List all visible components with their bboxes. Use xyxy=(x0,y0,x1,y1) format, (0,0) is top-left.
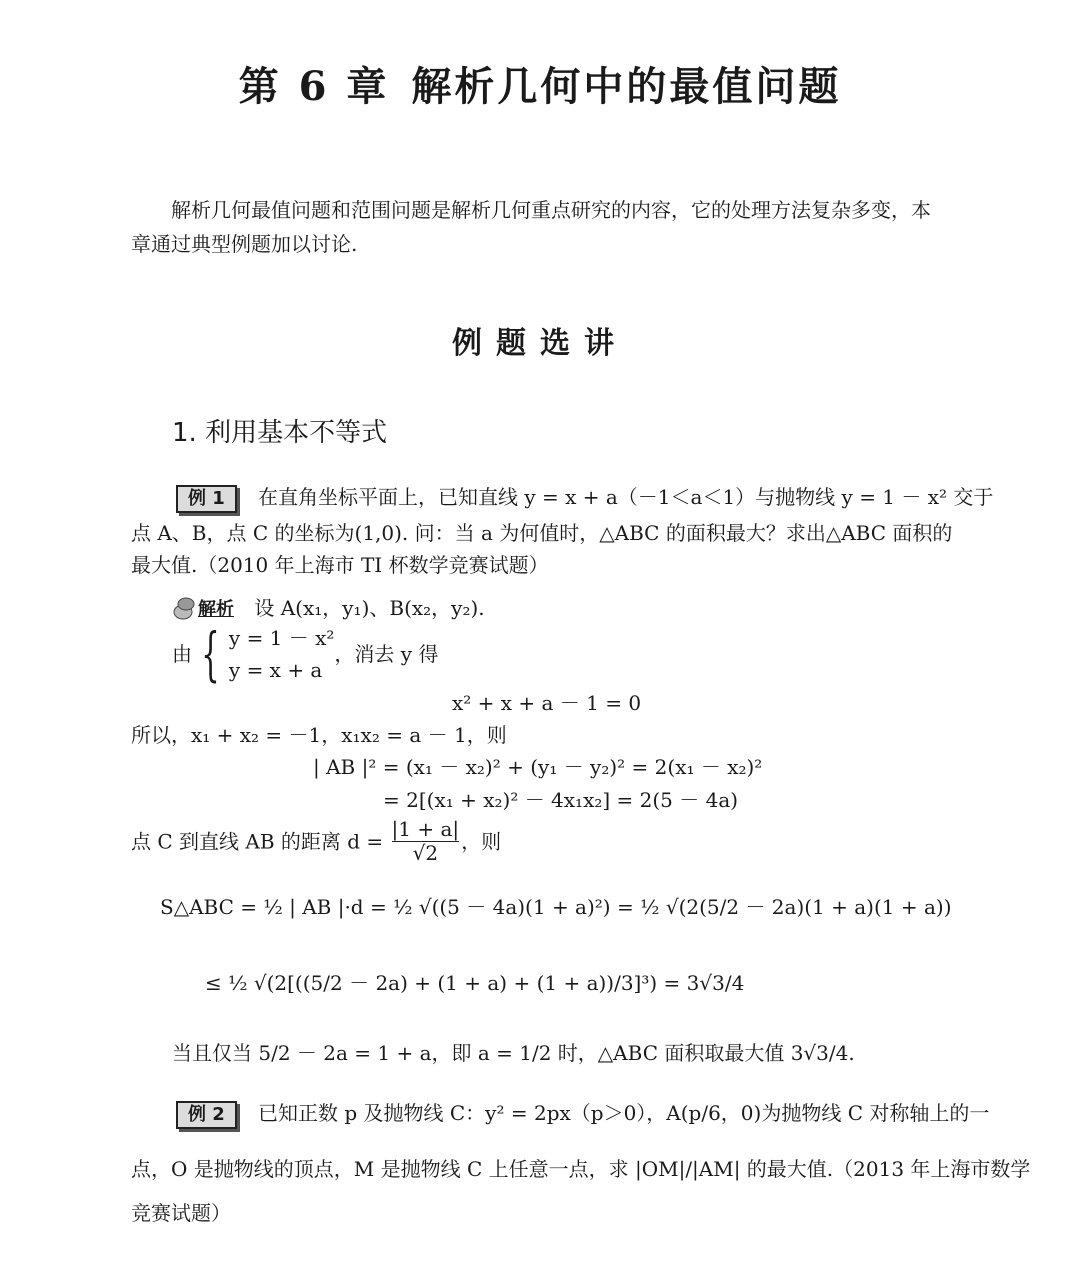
solution-label: 解析 xyxy=(198,599,234,620)
distance-fraction xyxy=(392,818,460,865)
ab-squared-line-2: = 2[(x₁ + x₂)² － 4x₁x₂] = 2(5 － 4a) xyxy=(383,788,739,812)
intro-line-2: 章通过典型例题加以讨论. xyxy=(131,232,358,256)
distance-line xyxy=(131,818,501,865)
example-2-tag: 例 2 xyxy=(176,1096,237,1130)
area-line-2: ≤ ½ √(2[((5/2 － 2a) + (1 + a) + (1 + a))/3]³) = 3√3/4 xyxy=(205,971,745,995)
example-2-line-1: 已知正数 p 及抛物线 C：y² = 2px（p＞0），A(p/6，0)为抛物线 C 对称轴上的一 xyxy=(258,1101,990,1125)
example-2-line-3: 竞赛试题） xyxy=(131,1201,231,1225)
equation-system xyxy=(229,622,335,686)
ab-squared-line-1: | AB |² = (x₁ － x₂)² + (y₁ － y₂)² = 2(x₁ － x₂)² xyxy=(313,755,763,779)
chapter-title xyxy=(0,55,1080,112)
distance-then: ，则 xyxy=(461,829,502,854)
hand-icon xyxy=(172,596,198,620)
system-line xyxy=(172,622,438,686)
section-title: 例题选讲 xyxy=(452,326,628,361)
system-eq-1: y = 1 － x² xyxy=(228,626,335,650)
example-1-line-1: 在直角坐标平面上，已知直线 y = x + a（－1＜a＜1）与抛物线 y = 1 － x² 交于 xyxy=(258,485,994,509)
solution-set: 设 A(x₁，y₁)、B(x₂，y₂). xyxy=(254,596,485,620)
system-eq-2: y = x + a xyxy=(228,658,323,682)
max-condition: 当且仅当 5/2 － 2a = 1 + a，即 a = 1/2 时，△ABC 面积取最大值 3√3/4. xyxy=(172,1041,855,1065)
distance-numerator: |1 + a| xyxy=(391,817,460,841)
left-brace: { xyxy=(201,620,220,688)
chapter-name: 解析几何中的最值问题 xyxy=(411,63,842,110)
distance-denominator: √2 xyxy=(392,841,460,865)
intro-line-1: 解析几何最值问题和范围问题是解析几何重点研究的内容，它的处理方法复杂多变，本 xyxy=(171,198,931,222)
quadratic-equation: x² + x + a － 1 = 0 xyxy=(452,691,642,715)
area-line-1: S△ABC = ½ | AB |·d = ½ √((5 － 4a)(1 + a)²) = ½ √(2(5/2 － 2a)(1 + a)(1 + a)) xyxy=(160,895,952,919)
vieta-line: 所以，x₁ + x₂ = －1，x₁x₂ = a － 1，则 xyxy=(131,723,507,747)
by-text: 由 xyxy=(172,642,192,666)
example-1-line-2: 点 A、B，点 C 的坐标为(1,0). 问：当 a 为何值时，△ABC 的面积最大？求出△ABC 面积的 xyxy=(131,521,953,545)
example-1-line-3: 最大值.（2010 年上海市 TI 杯数学竞赛试题） xyxy=(131,553,549,577)
eliminate-text: ，消去 y 得 xyxy=(334,642,439,666)
subsection-title: 1. 利用基本不等式 xyxy=(172,418,388,448)
distance-text: 点 C 到直线 AB 的距离 d = xyxy=(131,829,384,854)
example-1-tag: 例 1 xyxy=(176,480,237,514)
chapter-label: 第 6 章 xyxy=(238,63,390,110)
example-2-line-2: 点，O 是抛物线的顶点，M 是抛物线 C 上任意一点，求 |OM|/|AM| 的最大值.（2013 年上海市数学 xyxy=(131,1157,1031,1181)
